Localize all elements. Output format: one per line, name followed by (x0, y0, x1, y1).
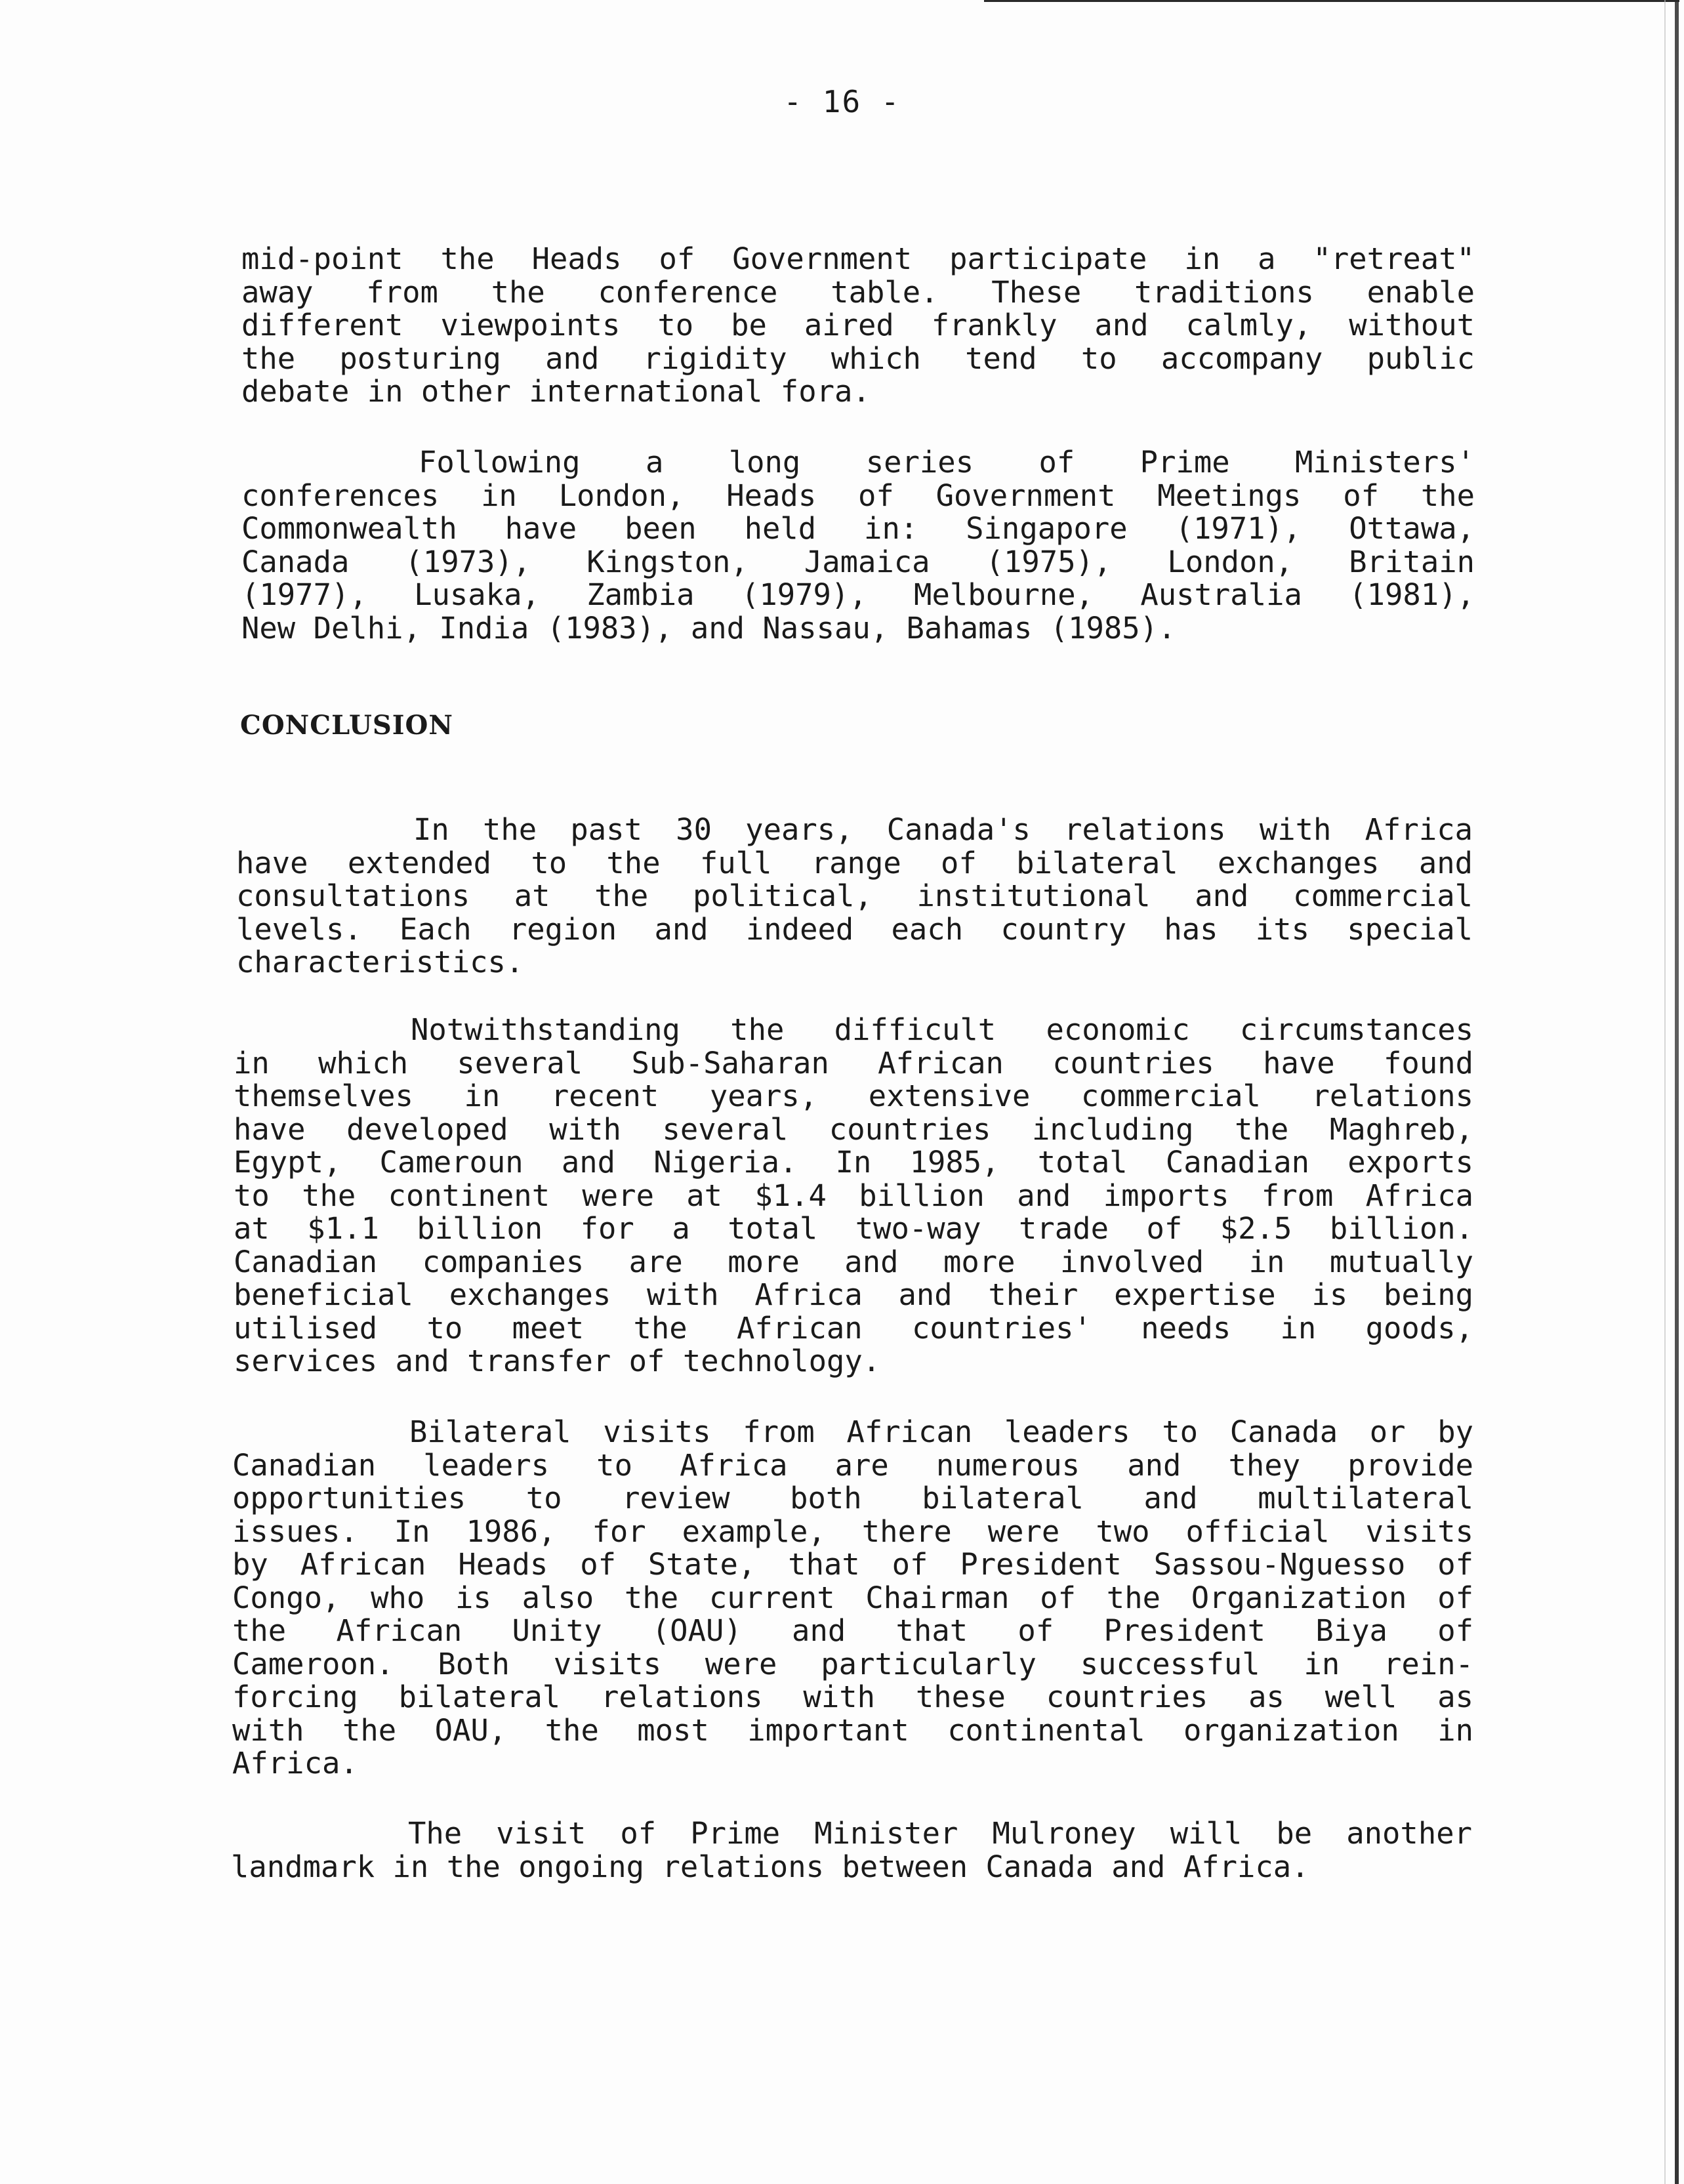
text-line: Egypt, Cameroun and Nigeria. In 1985, total Canadian exports (234, 1146, 1473, 1180)
text-line: themselves in recent years, extensive commercial relations (234, 1080, 1473, 1113)
text-line: away from the conference table. These traditions enable (241, 276, 1475, 309)
text-line: have extended to the full range of bilateral exchanges and (236, 846, 1473, 880)
text-line: the posturing and rigidity which tend to accompany public (241, 342, 1475, 375)
text-line: services and transfer of technology. (234, 1345, 881, 1378)
scan-right-edge (1675, 0, 1679, 2184)
text-line: at $1.1 billion for a total two-way trade of $2.5 billion. (234, 1212, 1473, 1246)
text-line: Bilateral visits from African leaders to Canada or by (409, 1416, 1473, 1449)
text-line: utilised to meet the African countries' needs in goods, (234, 1311, 1473, 1345)
paragraph-relations-overview (236, 814, 1473, 979)
text-line: Africa. (232, 1747, 358, 1781)
text-line: issues. In 1986, for example, there were two official visits (232, 1515, 1473, 1548)
text-line: have developed with several countries including the Maghreb, (234, 1113, 1473, 1146)
text-line: forcing bilateral relations with these countries as well as (232, 1681, 1473, 1714)
text-line: New Delhi, India (1983), and Nassau, Bahamas (1985). (241, 611, 1176, 645)
text-line: opportunities to review both bilateral and multilateral (232, 1482, 1473, 1515)
text-line: characteristics. (236, 946, 524, 979)
text-line: Congo, who is also the current Chairman of the Organization of (232, 1581, 1473, 1615)
text-line: to the continent were at $1.4 billion and imports from Africa (234, 1179, 1473, 1212)
text-line: beneficial exchanges with Africa and their expertise is being (234, 1279, 1473, 1312)
text-line: conferences in London, Heads of Government Meetings of the (241, 479, 1475, 512)
text-line: Commonwealth have been held in: Singapore (1971), Ottawa, (241, 512, 1475, 546)
scan-top-rule (984, 0, 1679, 2)
page-number: - 16 - (783, 84, 901, 119)
text-line: debate in other international fora. (241, 375, 871, 409)
text-line: consultations at the political, institutional and commercial (236, 880, 1473, 913)
text-line: with the OAU, the most important continental organization in (232, 1714, 1473, 1747)
text-line: The visit of Prime Minister Mulroney will be another (408, 1817, 1472, 1851)
text-line: landmark in the ongoing relations between Canada and Africa. (231, 1850, 1309, 1884)
text-line: In the past 30 years, Canada's relations with Africa (413, 814, 1473, 847)
text-line: by African Heads of State, that of President Sassou-Nguesso of (232, 1548, 1473, 1582)
text-line: Canada (1973), Kingston, Jamaica (1975), London, Britain (241, 545, 1475, 579)
paragraph-retreat (241, 243, 1475, 409)
text-line: Canadian companies are more and more involved in mutually (234, 1245, 1473, 1279)
text-line: Notwithstanding the difficult economic circumstances (411, 1014, 1473, 1047)
text-line: different viewpoints to be aired frankly and calmly, without (241, 309, 1475, 342)
text-line: mid-point the Heads of Government participate in a "retreat" (241, 243, 1475, 276)
paragraph-bilateral-visits (232, 1416, 1473, 1781)
text-line: levels. Each region and indeed each country has its special (236, 913, 1473, 946)
paragraph-commonwealth-meetings (241, 446, 1475, 645)
text-line: (1977), Lusaka, Zambia (1979), Melbourne, Australia (1981), (241, 579, 1475, 612)
text-line: Cameroon. Both visits were particularly successful in rein- (232, 1647, 1473, 1681)
text-line: Canadian leaders to Africa are numerous and they provide (232, 1449, 1473, 1482)
text-line: the African Unity (OAU) and that of President Biya of (232, 1615, 1473, 1648)
section-heading: CONCLUSION (240, 710, 453, 741)
paragraph-mulroney-visit (231, 1817, 1472, 1884)
paragraph-commercial-relations (234, 1014, 1473, 1378)
text-line: in which several Sub-Saharan African countries have found (234, 1046, 1473, 1080)
scan-right-edge-faint (1664, 0, 1666, 2184)
text-line: Following a long series of Prime Ministers' (419, 446, 1475, 480)
